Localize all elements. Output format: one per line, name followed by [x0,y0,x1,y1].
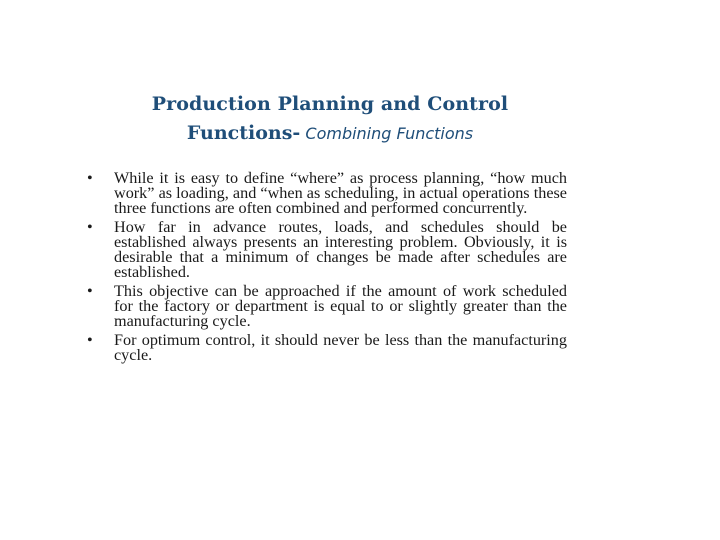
bullet-dot-icon: • [87,218,93,236]
bullet-item [87,333,567,363]
bullet-item [87,284,567,329]
title-subtitle: Combining Functions [305,124,474,143]
title-second-line [100,118,560,149]
title-main: Production Planning and Control [151,93,509,115]
bullet-list [87,171,567,367]
title-functions: Functions- [186,122,301,144]
bullet-text: While it is easy to define “where” as process planning, “how much work” as loading, and “when as scheduling, in actual operations these three functions are often combined and performed concurrently. [114,169,567,217]
bullet-dot-icon: • [87,169,93,187]
bullet-item [87,171,567,216]
slide-title [100,90,560,149]
bullet-text: This objective can be approached if the amount of work scheduled for the factory or department is equal to or slightly greater than the manufacturing cycle. [114,282,567,330]
bullet-dot-icon: • [87,331,93,349]
bullet-text: How far in advance routes, loads, and schedules should be established always presents an interesting problem. Obviously, it is desirable that a minimum of changes be made after schedules are established. [114,218,567,281]
bullet-dot-icon: • [87,282,93,300]
bullet-text: For optimum control, it should never be less than the manufacturing cycle. [114,331,567,364]
bullet-item [87,220,567,280]
